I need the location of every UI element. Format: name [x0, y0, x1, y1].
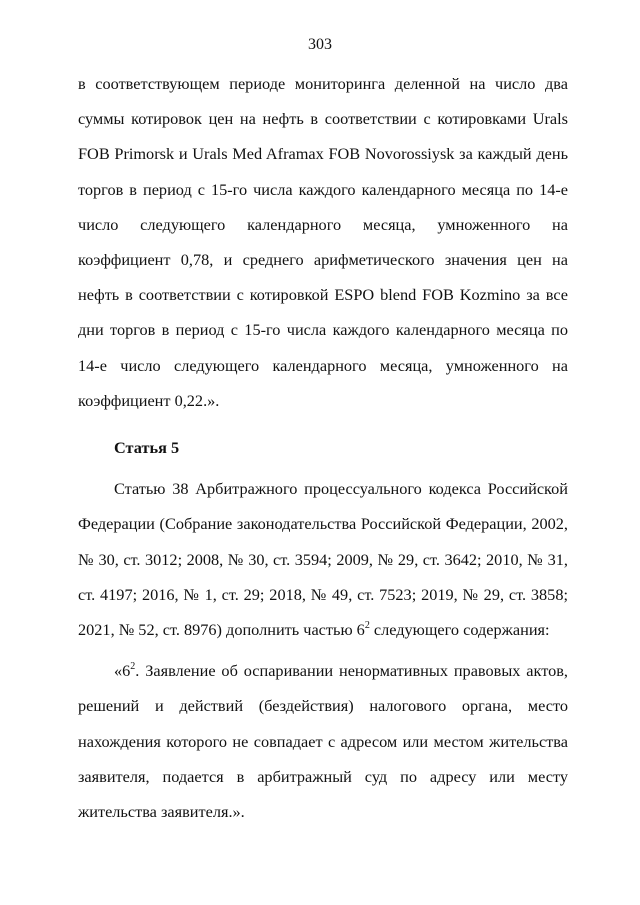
paragraph-continuation: в соответствующем периоде мониторинга деленной на число два суммы котировок цен на нефть в соответствии с котировками Urals FOB Primorsk и Urals Med Aframax FOB Novorossiysk за каждый день торгов в период с 15-го числа каждого календарного месяца по 14-е число следующего календарного месяца, умноженного на коэффициент 0,78, и среднего арифметического значения цен на нефть в соответствии с котировкой ESPO blend FOB Kozmino за все дни торгов в период с 15-го числа каждого календарного месяца по 14-е число следующего календарного месяца, умноженного на коэффициент 0,22.». [78, 74, 568, 410]
document-body [78, 66, 568, 829]
amendment-text: Статью 38 Арбитражного процессуального кодекса Российской Федерации (Собрание законодательства Российской Федерации, 2002, № 30, ст. 3012; 2008, № 30, ст. 3594; 2009, № 29, ст. 3642; 2010, № 31, ст. 4197; 2016, № 1, ст. 29; 2018, № 49, ст. 7523; 2019, № 29, ст. 3858; 2021, № 52, ст. 8976) дополнить частью 6 [78, 479, 568, 640]
superscript-marker: 2 [364, 620, 370, 632]
new-part-prefix: «6 [114, 661, 131, 681]
new-part-text: . Заявление об оспаривании ненормативных правовых актов, решений и действий (бездействия) налогового органа, место нахождения которого не совпадает с адресом или местом жительства заявителя, подается в арбитражный суд по адресу или месту жительства заявителя.». [78, 661, 568, 822]
paragraph-article-amendment [78, 471, 568, 647]
superscript-marker: 2 [130, 661, 136, 673]
article-heading: Статья 5 [114, 438, 180, 458]
paragraph-new-part [78, 653, 568, 829]
page-number: 303 [308, 36, 332, 53]
amendment-text-end: следующего содержания: [369, 620, 550, 640]
